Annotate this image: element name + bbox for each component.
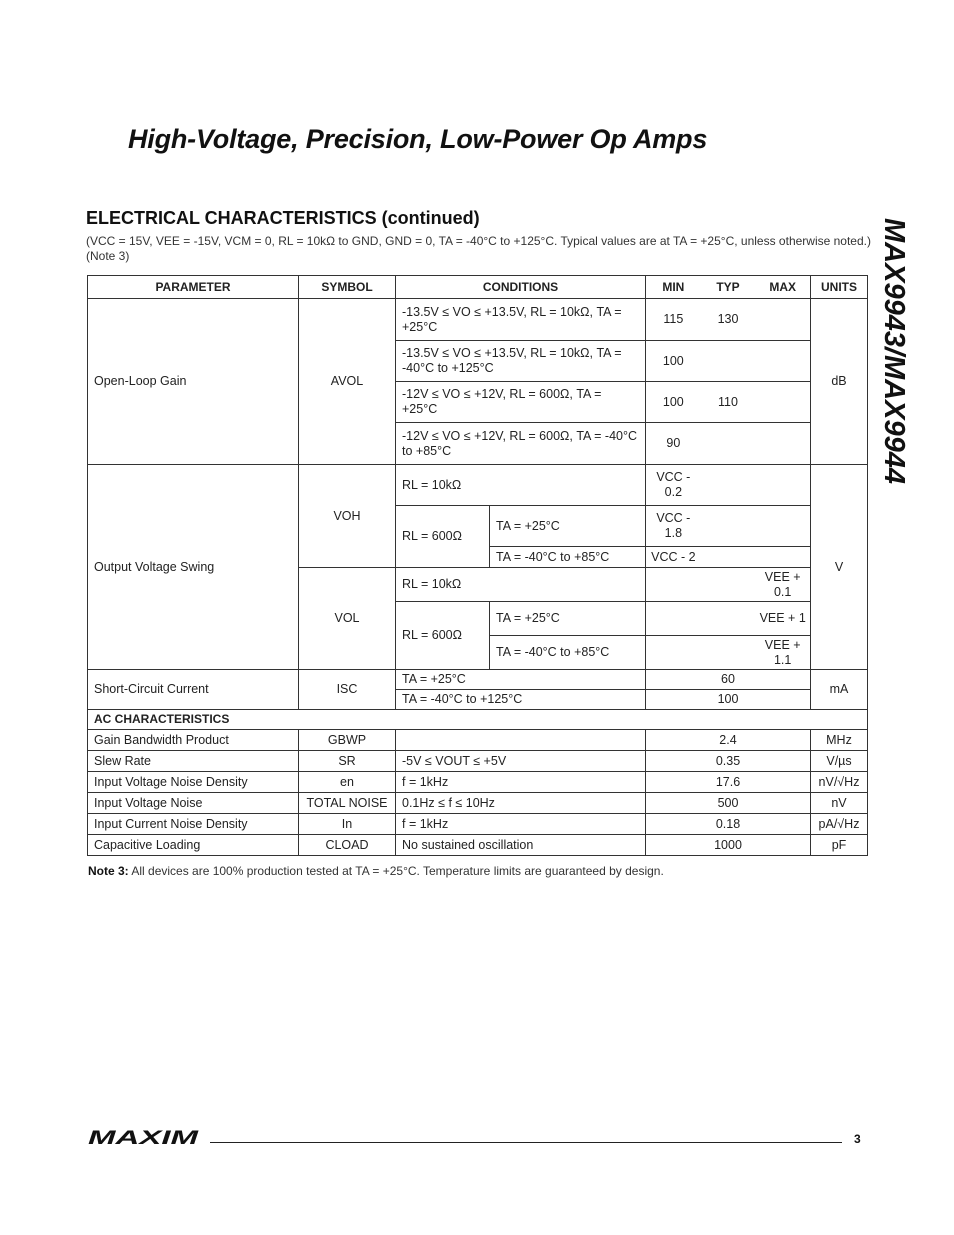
typ-value: 2.4 (646, 730, 811, 751)
condition-cell: f = 1kHz (396, 772, 646, 793)
header-min: MIN (662, 279, 685, 294)
max-value: VEE + 1.1 (764, 637, 801, 667)
parameter-cell: Input Voltage Noise Density (88, 772, 299, 793)
footnote-label: Note 3: (88, 864, 129, 878)
condition-cell: -12V ≤ VO ≤ +12V, RL = 600Ω, TA = -40°C to +85°C (396, 423, 646, 465)
parameter-cell: Gain Bandwidth Product (88, 730, 299, 751)
units-cell: V (811, 465, 868, 670)
header-units: UNITS (811, 276, 868, 299)
footer-rule (210, 1142, 842, 1143)
symbol-cell: GBWP (299, 730, 396, 751)
condition-cell (396, 730, 646, 751)
header-conditions: CONDITIONS (396, 276, 646, 299)
parameter-cell: Capacitive Loading (88, 835, 299, 856)
min-typ-max-cell (646, 547, 811, 568)
condition-cell: RL = 600Ω (396, 506, 490, 568)
condition-cell: 0.1Hz ≤ f ≤ 10Hz (396, 793, 646, 814)
header-min-typ-max (646, 276, 811, 299)
side-title-svg (877, 218, 917, 538)
symbol-cell: ISC (299, 670, 396, 710)
table-row (88, 793, 868, 814)
parameter-cell: Open-Loop Gain (88, 299, 299, 465)
condition-cell: RL = 600Ω (396, 602, 490, 670)
min-value: 100 (662, 353, 684, 368)
section-title: ELECTRICAL CHARACTERISTICS (continued) (86, 208, 480, 228)
units-cell: pF (811, 835, 868, 856)
table-row (88, 751, 868, 772)
symbol-cell: In (299, 814, 396, 835)
units-cell: dB (811, 299, 868, 465)
logo-wordmark: MAXIM (88, 1128, 200, 1146)
min-typ-max-cell (646, 382, 811, 423)
min-value: VCC - 1.8 (656, 511, 691, 540)
max-value: VEE + 1 (759, 611, 806, 625)
electrical-characteristics-table (87, 275, 868, 856)
table-row (88, 465, 868, 506)
condition-cell: f = 1kHz (396, 814, 646, 835)
table-row (88, 835, 868, 856)
symbol-cell: TOTAL NOISE (299, 793, 396, 814)
min-typ-max-cell (646, 636, 811, 670)
condition-subcell: TA = +25°C (490, 602, 646, 636)
typ-value: 0.18 (646, 814, 811, 835)
header-parameter: PARAMETER (88, 276, 299, 299)
table-row (88, 730, 868, 751)
units-cell: pA/√Hz (811, 814, 868, 835)
min-value: 115 (663, 312, 684, 326)
units-cell: V/µs (811, 751, 868, 772)
typ-value: 60 (646, 670, 811, 690)
parameter-cell: Output Voltage Swing (88, 465, 299, 670)
table-header-row (88, 276, 868, 299)
symbol-cell: CLOAD (299, 835, 396, 856)
min-typ-max-cell (646, 465, 811, 506)
parameter-cell: Slew Rate (88, 751, 299, 772)
condition-cell: TA = +25°C (396, 670, 646, 690)
min-typ-max-cell (646, 423, 811, 465)
units-cell: MHz (811, 730, 868, 751)
header-symbol: SYMBOL (299, 276, 396, 299)
typ-value: 0.35 (646, 751, 811, 772)
maxim-logo-svg (88, 1128, 200, 1146)
symbol-cell: AVOL (299, 299, 396, 465)
units-cell: nV (811, 793, 868, 814)
condition-cell: -12V ≤ VO ≤ +12V, RL = 600Ω, TA = +25°C (396, 382, 646, 423)
units-cell: nV/√Hz (811, 772, 868, 793)
min-typ-max-cell (646, 506, 811, 547)
page-number: 3 (854, 1132, 861, 1146)
table-row (88, 814, 868, 835)
min-value: VCC - 0.2 (656, 470, 691, 499)
condition-cell: No sustained oscillation (396, 835, 646, 856)
typ-value: 17.6 (646, 772, 811, 793)
typ-value: 1000 (646, 835, 811, 856)
parameter-cell: Input Current Noise Density (88, 814, 299, 835)
table-row (88, 670, 868, 690)
ac-section-label: AC CHARACTERISTICS (88, 710, 868, 730)
min-typ-max-cell (646, 568, 811, 602)
side-title-text: MAX9943/MAX9944 (878, 218, 910, 484)
typ-value: 100 (646, 690, 811, 710)
condition-cell: -13.5V ≤ VO ≤ +13.5V, RL = 10kΩ, TA = +25°C (396, 299, 646, 341)
condition-cell: -5V ≤ VOUT ≤ +5V (396, 751, 646, 772)
header-max: MAX (769, 279, 797, 294)
min-value: 90 (666, 436, 681, 450)
condition-cell: RL = 10kΩ (396, 568, 646, 602)
header-typ: TYP (716, 279, 740, 294)
part-number-side-title (877, 218, 917, 538)
max-value: VEE + 0.1 (764, 569, 801, 599)
min-value: VCC - 2 (651, 549, 696, 564)
symbol-cell: en (299, 772, 396, 793)
min-value: 100 (662, 394, 684, 409)
symbol-cell: VOL (299, 568, 396, 670)
table-row (88, 772, 868, 793)
min-typ-max-cell (646, 602, 811, 636)
symbol-cell: SR (299, 751, 396, 772)
footnote-text: All devices are 100% production tested at TA = +25°C. Temperature limits are guaranteed by design. (131, 864, 664, 878)
condition-cell: TA = -40°C to +125°C (396, 690, 646, 710)
condition-subcell: TA = -40°C to +85°C (490, 547, 646, 568)
condition-cell: RL = 10kΩ (396, 465, 646, 506)
typ-value: 500 (646, 793, 811, 814)
ac-section-row (88, 710, 868, 730)
table-row (88, 299, 868, 341)
maxim-logo (88, 1128, 200, 1151)
document-title: High-Voltage, Precision, Low-Power Op Amps (128, 124, 708, 154)
condition-cell: -13.5V ≤ VO ≤ +13.5V, RL = 10kΩ, TA = -40°C to +125°C (396, 341, 646, 382)
parameter-cell: Short-Circuit Current (88, 670, 299, 710)
typ-value: 130 (717, 312, 739, 326)
symbol-cell: VOH (299, 465, 396, 568)
condition-subcell: TA = -40°C to +85°C (490, 636, 646, 670)
test-conditions-note: (VCC = 15V, VEE = -15V, VCM = 0, RL = 10kΩ to GND, GND = 0, TA = -40°C to +125°C. Typical values are at TA = +25°C, unless otherwise noted.) (Note 3) (86, 234, 871, 263)
units-cell: mA (811, 670, 868, 710)
footnote (88, 864, 664, 878)
min-typ-max-cell (646, 299, 811, 341)
condition-subcell: TA = +25°C (490, 506, 646, 547)
typ-value: 110 (718, 394, 738, 409)
min-typ-max-cell (646, 341, 811, 382)
parameter-cell: Input Voltage Noise (88, 793, 299, 814)
